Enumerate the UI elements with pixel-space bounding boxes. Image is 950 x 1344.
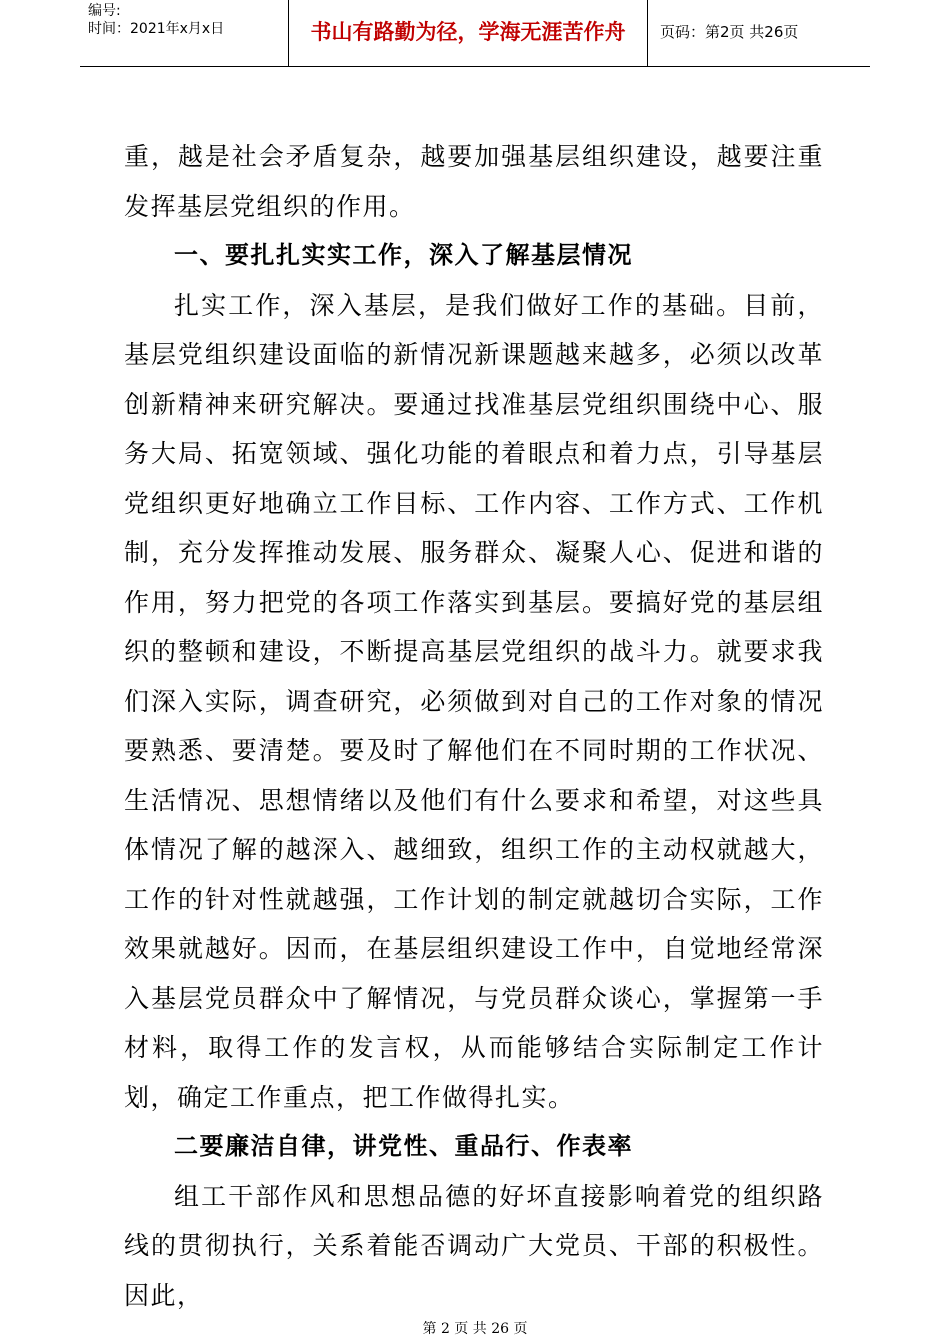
section-heading-2: 二要廉洁自律，讲党性、重品行、作表率: [174, 1132, 633, 1160]
document-number-label: 编号:: [88, 3, 121, 19]
section-heading-1: 一、要扎扎实实工作，深入了解基层情况: [174, 241, 633, 269]
paragraph: 组工干部作风和思想品德的好坏直接影响着党的组织路线的贯彻执行，关系着能否调动广大党员、干部的积极性。因此，: [124, 1181, 824, 1310]
header-motto: 书山有路勤为径，学海无涯苦作舟: [289, 0, 648, 66]
document-body: [124, 132, 824, 1320]
page-header: [80, 0, 870, 67]
document-date: 时间：2021年x月x日: [88, 21, 225, 37]
paragraph: 扎实工作，深入基层，是我们做好工作的基础。目前，基层党组织建设面临的新情况新课题越来越多，必须以改革创新精神来研究解决。要通过找准基层党组织围绕中心、服务大局、拓宽领域、强化功能的着眼点和着力点，引导基层党组织更好地确立工作目标、工作内容、工作方式、工作机制，充分发挥推动发展、服务群众、凝聚人心、促进和谐的作用，努力把党的各项工作落实到基层。要搞好党的基层组织的整顿和建设，不断提高基层党组织的战斗力。就要求我们深入实际，调查研究，必须做到对自己的工作对象的情况要熟悉、要清楚。要及时了解他们在不同时期的工作状况、生活情况、思想情绪以及他们有什么要求和希望，对这些具体情况了解的越深入、越细致，组织工作的主动权就越大，工作的针对性就越强，工作计划的制定就越切合实际，工作效果就越好。因而，在基层组织建设工作中，自觉地经常深入基层党员群众中了解情况，与党员群众谈心，掌握第一手材料，取得工作的发言权，从而能够结合实际制定工作计划，确定工作重点，把工作做得扎实。: [124, 290, 824, 1112]
page-footer: 第 2 页 共 26 页: [422, 1321, 528, 1337]
header-page-info: 页码：第2页 共26页: [660, 22, 799, 41]
paragraph-continued: 重，越是社会矛盾复杂，越要加强基层组织建设，越要注重发挥基层党组织的作用。: [124, 142, 824, 221]
header-meta: [80, 0, 289, 66]
